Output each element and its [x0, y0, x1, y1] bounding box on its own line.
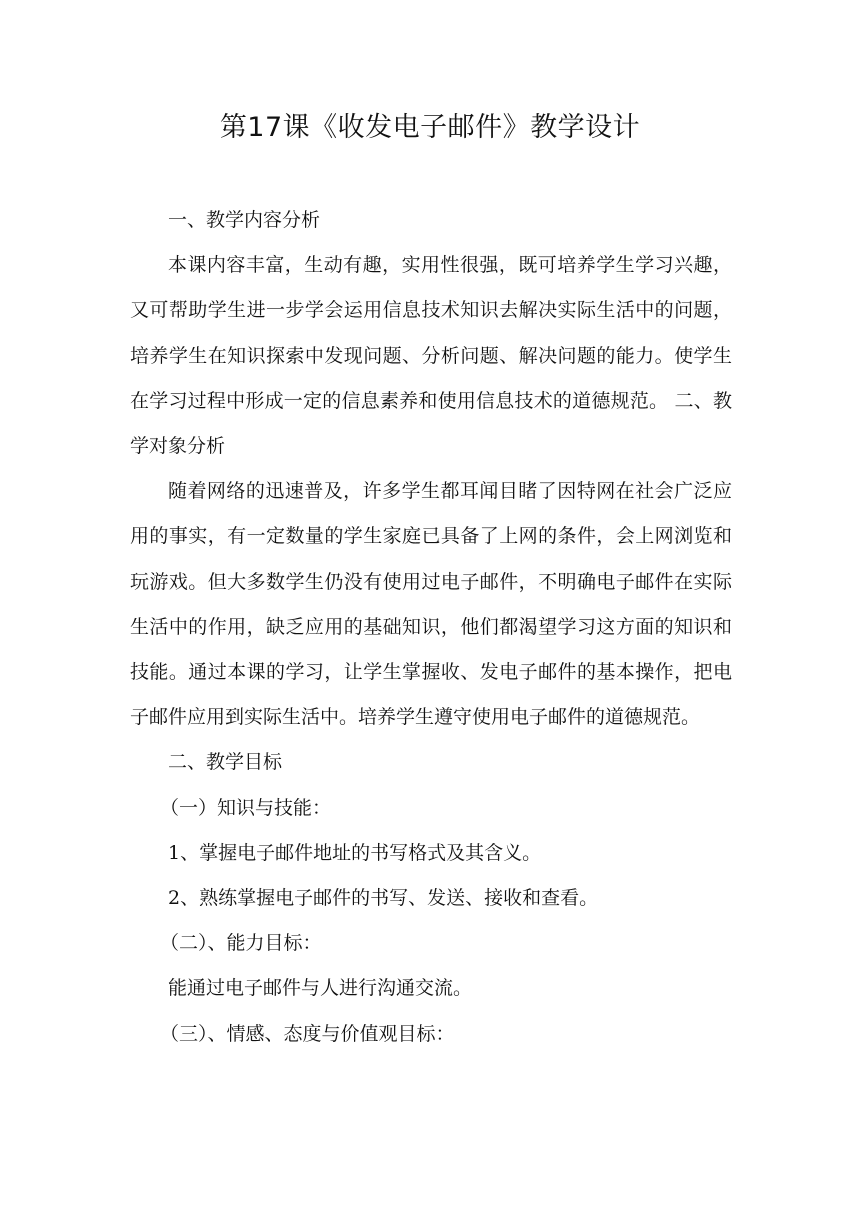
paragraph-audience-analysis: 随着网络的迅速普及，许多学生都耳闻目睹了因特网在社会广泛应用的事实，有一定数量的学生家庭已具备了上网的条件，会上网浏览和玩游戏。但大多数学生仍没有使用过电子邮件，不明确电子邮件在实际生活中的作用，缺乏应用的基础知识，他们都渴望学习这方面的知识和技能。通过本课的学习，让学生掌握收、发电子邮件的基本操作，把电子邮件应用到实际生活中。培养学生遵守使用电子邮件的道德规范。 — [130, 480, 732, 729]
section-heading-teaching-goals: 二、教学目标 — [168, 751, 283, 774]
document-body — [130, 198, 732, 1057]
paragraph-content-analysis: 本课内容丰富，生动有趣，实用性很强，既可培养学生学习兴趣，又可帮助学生进一步学会运用信息技术知识去解决实际生活中的问题，培养学生在知识探索中发现问题、分析问题、解决问题的能力。使学生在学习过程中形成一定的信息素养和使用信息技术的道德规范。 二、教学对象分析 — [130, 254, 732, 458]
subheading-ability-goals: （二）、能力目标： — [160, 932, 322, 955]
subheading-attitude-goals: （三）、情感、态度与价值观目标： — [160, 1022, 455, 1045]
list-item-goal-2: 2、熟练掌握电子邮件的书写、发送、接收和查看。 — [168, 887, 599, 910]
subheading-knowledge-skills: （一）知识与技能： — [160, 796, 332, 819]
paragraph-ability-goal: 能通过电子邮件与人进行沟通交流。 — [168, 977, 473, 1000]
list-item-goal-1: 1、掌握电子邮件地址的书写格式及其含义。 — [168, 841, 542, 864]
document-title: 第17课《收发电子邮件》教学设计 — [219, 112, 641, 143]
section-heading-content-analysis: 一、教学内容分析 — [168, 209, 321, 231]
